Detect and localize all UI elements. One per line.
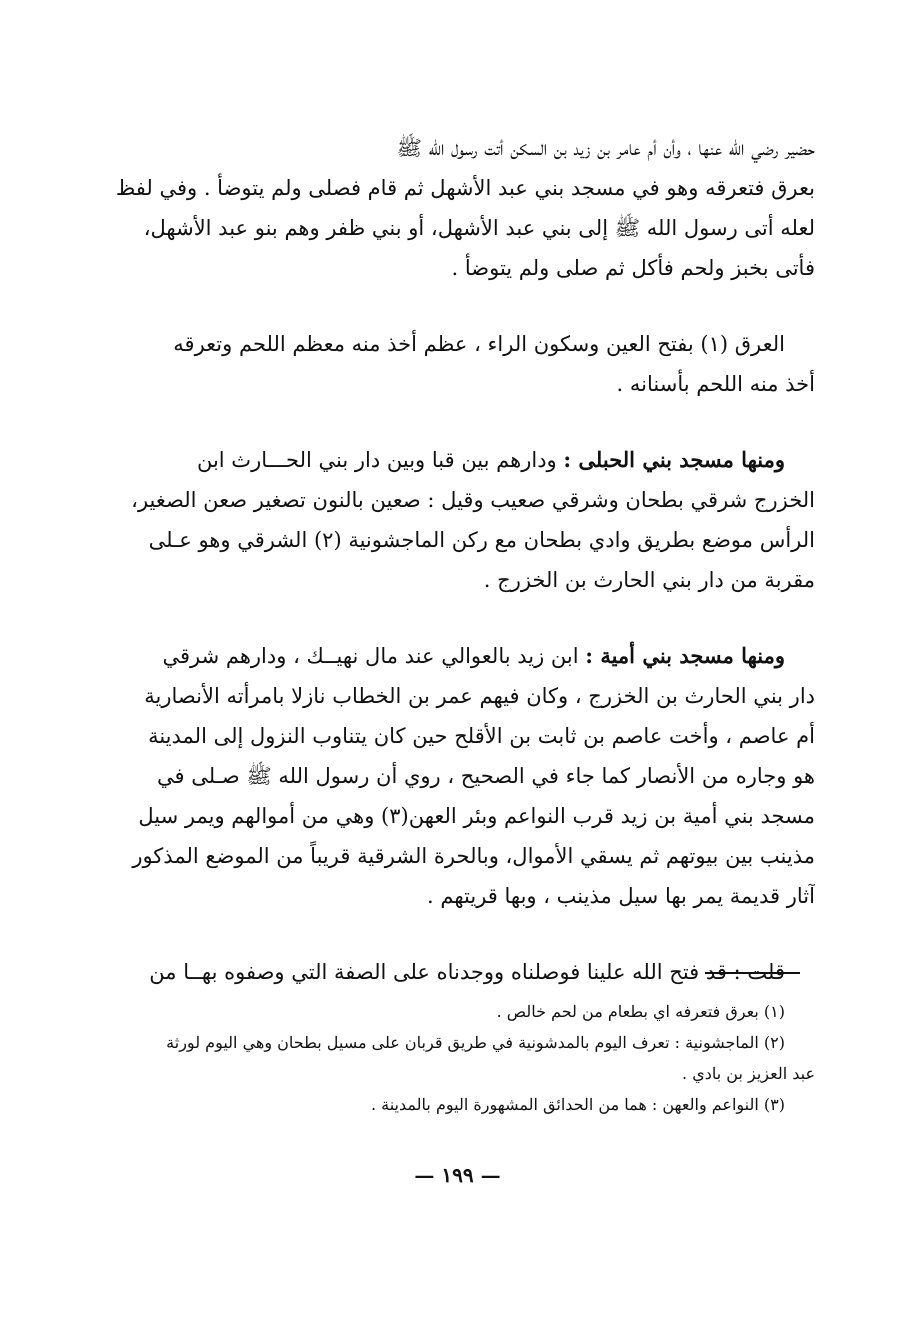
text-line: لعله أتى رسول الله ﷺ إلى بني عبد الأشهل، أو بني ظفر وهم بنو عبد الأشهل،	[143, 216, 815, 240]
paragraph-1	[110, 128, 815, 288]
paragraph-4	[110, 636, 815, 916]
text-line: فأتى بخبز ولحم فأكل ثم صلى ولم يتوضأ .	[451, 256, 815, 280]
section-heading: ومنها مسجد بني أمية :	[585, 643, 785, 668]
footnotes	[110, 996, 815, 1120]
text-line: العرق (١) بفتح العين وسكون الراء ، عظم أخذ منه معظم اللحم وتعرقه	[173, 332, 785, 356]
text-line: أم عاصم ، وأخت عاصم بن ثابت بن الأقلح حين كان يتناوب النزول إلى المدينة	[148, 724, 815, 748]
paragraph-3	[110, 440, 815, 600]
page-number: — ١٩٩ —	[414, 1163, 501, 1187]
paragraph-2	[110, 324, 815, 404]
text-line: الخزرج شرقي بطحان وشرقي صعيب وقيل : صعين بالنون تصغير صعن الصغير،	[131, 488, 815, 512]
text-line: أخذ منه اللحم بأسنانه .	[616, 372, 815, 396]
text-line	[110, 636, 815, 676]
footnote-2: (٢) الماجشونية : تعرف اليوم بالمدشونية في طريق قربان على مسيل بطحان وهي اليوم لورثة	[166, 1033, 785, 1052]
text-line-rest: ودارهم بين قبا وبين دار بني الحـــارث ابن	[196, 448, 564, 472]
text-line-rest: ابن زيد بالعوالي عند مال نهيــك ، ودارهم شرقي	[162, 644, 586, 668]
text-line: آثار قديمة يمر بها سيل مذينب ، وبها قريتهم .	[427, 884, 815, 908]
section-heading: ومنها مسجد بني الحبلى :	[563, 447, 785, 472]
footnote-2-continued: عبد العزيز بن بادي .	[682, 1064, 815, 1083]
text-line: هو وجاره من الأنصار كما جاء في الصحيح ، روي أن رسول الله ﷺ صـلى في	[157, 764, 815, 788]
footnote-divider	[705, 972, 800, 974]
text-line: مذينب بين بيوتهم ثم يسقي الأموال، وبالحرة الشرقية قريباً من الموضع المذكور	[132, 844, 815, 868]
text-line: الرأس موضع بطريق وادي بطحان مع ركن الماجشونية (٢) الشرقي وهو عـلى	[148, 528, 815, 552]
text-line: مقربة من دار بني الحارث بن الخزرج .	[483, 568, 815, 592]
text-line: بعرق فتعرقه وهو في مسجد بني عبد الأشهل ثم قام فصلى ولم يتوضأ . وفي لفظ	[115, 176, 815, 200]
text-line: مسجد بني أمية بن زيد قرب النواعم وبئر العهن(٣) وهي من أموالهم ويمر سيل	[138, 804, 815, 828]
footnote-1: (١) بعرق فتعرفه اي بطعام من لحم خالص .	[496, 1002, 785, 1021]
text-line: حضير رضي الله عنها ، وأن أم عامر بن زيد بن السكن أتت رسول الله ﷺ	[396, 136, 815, 160]
text-line: دار بني الحارث بن الخزرج ، وكان فيهم عمر بن الخطاب نازلا بامرأته الأنصارية	[144, 684, 815, 708]
page-body	[110, 128, 815, 992]
text-line: قلت : قد فتح الله علينا فوصلناه ووجدناه على الصفة التي وصفوه بهــا من	[149, 960, 785, 984]
footnote-3: (٣) النواعم والعهن : هما من الحدائق المشهورة اليوم بالمدينة .	[370, 1095, 785, 1114]
text-line	[110, 440, 815, 480]
